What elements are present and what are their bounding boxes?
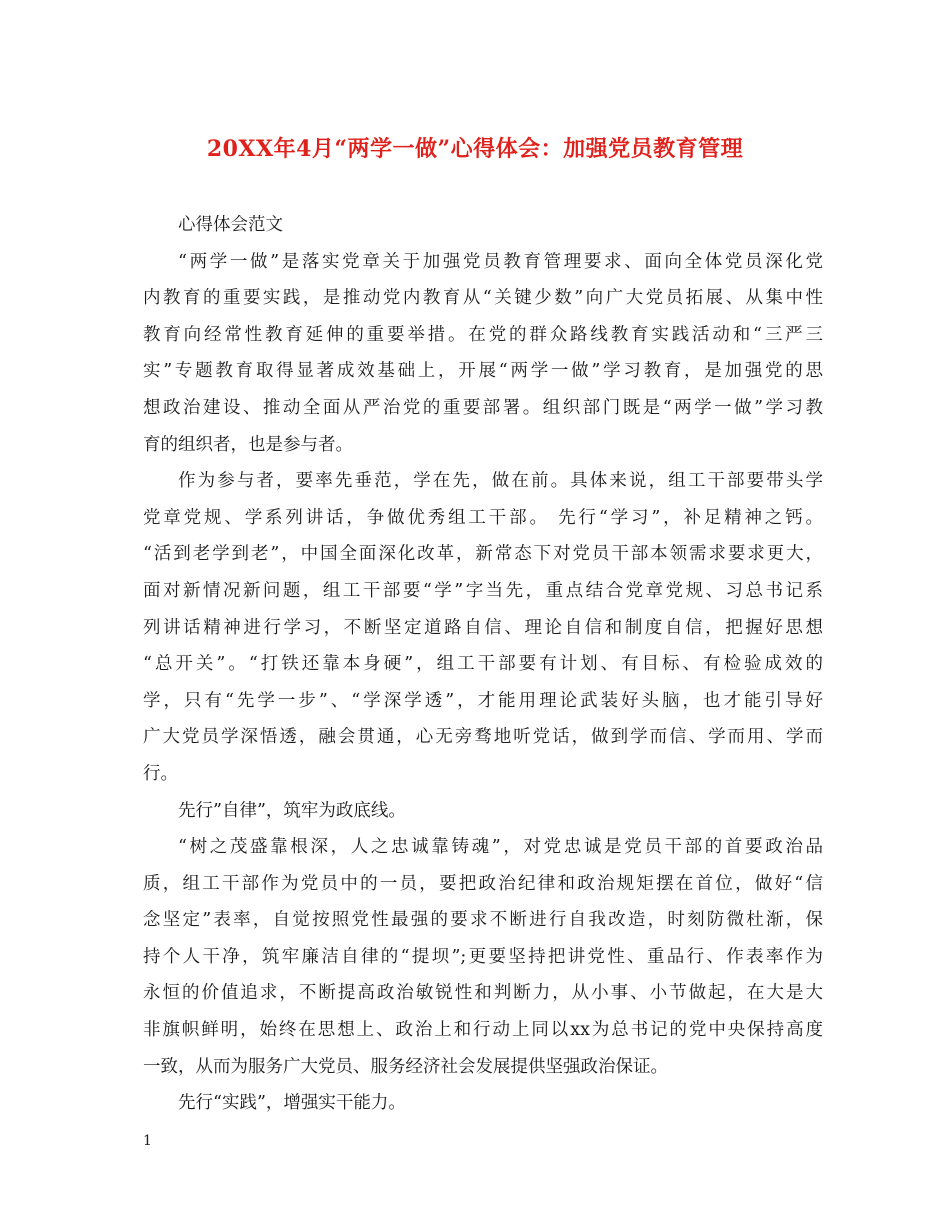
- text-line: 内教育的重要实践，是推动党内教育从“关键少数”向广大党员拓展、从集中性: [143, 288, 823, 309]
- text-line: 列讲话精神进行学习，不断坚定道路自信、理论自信和制度自信，把握好思想: [143, 617, 823, 638]
- text-line: 实”专题教育取得显著成效基础上，开展“两学一做”学习教育，是加强党的思: [143, 361, 823, 382]
- text-line: “树之茂盛靠根深，人之忠诚靠铸魂”，对党忠诚是党员干部的首要政治品: [178, 837, 823, 858]
- text-line: 一致，从而为服务广大党员、服务经济社会发展提供坚强政治保证。: [143, 1056, 668, 1077]
- text-line: 念坚定”表率，自觉按照党性最强的要求不断进行自我改造，时刻防微杜渐，保: [143, 910, 823, 931]
- text-line: “两学一做”是落实党章关于加强党员教育管理要求、面向全体党员深化党: [178, 251, 823, 272]
- text-line: 育的组织者，也是参与者。: [143, 434, 353, 455]
- text-line: 永恒的价值追求，不断提高政治敏锐性和判断力，从小事、小节做起，在大是大: [143, 983, 823, 1004]
- text-line: “总开关”。“打铁还靠本身硬”，组工干部要有计划、有目标、有检验成效的: [143, 654, 823, 675]
- text-line: 广大党员学深悟透，融会贯通，心无旁骛地听党话，做到学而信、学而用、学而: [143, 727, 823, 748]
- text-line: 想政治建设、推动全面从严治党的重要部署。组织部门既是“两学一做”学习教: [143, 397, 823, 418]
- document-body: [143, 207, 823, 1122]
- page-number: 1: [143, 1133, 152, 1149]
- text-line: 行。: [143, 763, 178, 784]
- document-title: 20XX年4月“两学一做”心得体会：加强党员教育管理: [206, 136, 744, 162]
- text-line: 心得体会范文: [178, 215, 283, 235]
- text-line: 教育向经常性教育延伸的重要举措。在党的群众路线教育实践活动和“三严三: [143, 324, 823, 345]
- text-line: “活到老学到老”，中国全面深化改革，新常态下对党员干部本领需求要求更大，: [143, 544, 823, 565]
- text-line: 学，只有“先学一步”、“学深学透”，才能用理论武装好头脑，也才能引导好: [143, 690, 823, 711]
- text-line: 先行“实践”，增强实干能力。: [178, 1093, 406, 1114]
- text-line: 持个人干净，筑牢廉洁自律的“提坝”;更要坚持把讲党性、重品行、作表率作为: [143, 946, 823, 967]
- text-line: 作为参与者，要率先垂范，学在先，做在前。具体来说，组工干部要带头学: [178, 471, 823, 492]
- text-line: 党章党规、学系列讲话，争做优秀组工干部。 先行“学习”，补足精神之钙。: [143, 507, 823, 528]
- text-line: 质，组工干部作为党员中的一员，要把政治纪律和政治规矩摆在首位，做好“信: [143, 873, 823, 894]
- text-line: 先行”自律”，筑牢为政底线。: [178, 800, 406, 821]
- text-line: 非旗帜鲜明，始终在思想上、政治上和行动上同以xx为总书记的党中央保持高度: [143, 1020, 823, 1041]
- text-line: 面对新情况新问题，组工干部要“学”字当先，重点结合党章党规、习总书记系: [143, 580, 823, 601]
